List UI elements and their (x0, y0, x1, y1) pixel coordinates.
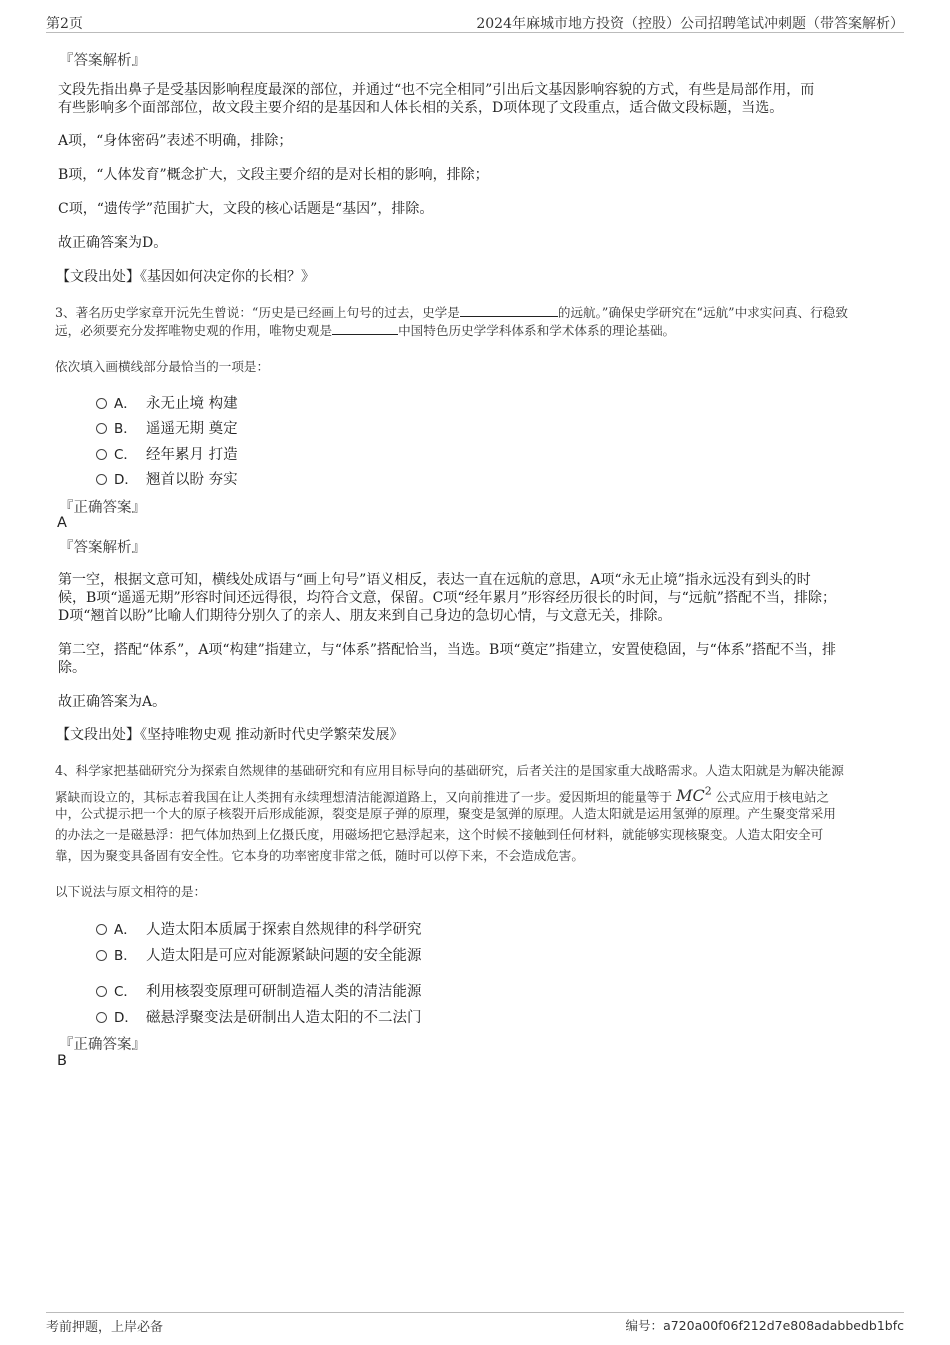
question-4-option-b[interactable]: B． 人造太阳是可应对能源紧缺问题的安全能源 (96, 944, 422, 964)
radio-button[interactable] (96, 986, 107, 997)
question-4-stem-line: 紧缺而设立的，其标志着我国在让人类拥有永续理想清洁能源道路上，又向前推进了一步。爱因斯坦的能量等于 $MC^2$ 公式应用于核电站之 (55, 785, 830, 806)
question-4-stem-line: 的办法之一是磁悬浮：把气体加热到上亿摄氏度，用磁场把它悬浮起来，这个时候不接触到任何材料，就能够实现核聚变。人造太阳安全可 (55, 827, 824, 842)
header-divider (46, 32, 904, 33)
correct-answer-label: 『正确答案』 (59, 500, 146, 516)
analysis-conclusion: 故正确答案为D。 (58, 235, 168, 251)
correct-answer-label: 『正确答案』 (59, 1037, 146, 1053)
analysis-paragraph-line: 第一空，根据文意可知，横线处成语与“画上句号”语义相反，表达一直在远航的意思，A项“永无止境”指永远没有到头的时 (58, 572, 811, 588)
analysis-paragraph-line: D项“翘首以盼”比喻人们期待分别久了的亲人、朋友来到自己身边的急切心情，与文意无关，排除。 (58, 608, 672, 624)
radio-button[interactable] (96, 1012, 107, 1023)
footer-divider (46, 1312, 904, 1313)
question-4-prompt: 以下说法与原文相符的是： (55, 884, 207, 899)
source-citation: 【文段出处】《基因如何决定你的长相？》 (56, 269, 315, 285)
blank-line (460, 303, 558, 317)
formula-mc2: $MC^2$ (676, 785, 712, 806)
question-3-option-a[interactable]: A． 永无止境 构建 (96, 392, 238, 412)
question-4-stem-line: 4、科学家把基础研究分为探索自然规律的基础研究和有应用目标导向的基础研究，后者关注的是国家重大战略需求。人造太阳就是为解决能源 (55, 763, 844, 778)
question-3-stem-line: 3、著名历史学家章开沅先生曾说：“历史是已经画上句号的过去，史学是 的远航。”确保史学研究在“远航”中求实问真、行稳致 (55, 305, 848, 320)
analysis-label: 『答案解析』 (59, 540, 146, 556)
question-3-stem-line: 远，必须要充分发挥唯物史观的作用，唯物史观是 中国特色历史学学科体系和学术体系的理论基础。 (55, 323, 676, 338)
blank-line (332, 321, 398, 335)
question-3-option-b[interactable]: B． 遥遥无期 奠定 (96, 417, 238, 437)
analysis-option-a: A项，“身体密码”表述不明确，排除； (58, 133, 293, 149)
page-header (46, 13, 904, 31)
analysis-paragraph-line: 有些影响多个面部部位，故文段主要介绍的是基因和人体长相的关系，D项体现了文段重点，适合做文段标题，当选。 (58, 100, 784, 116)
question-4-stem-line: 靠，因为聚变具备固有安全性。它本身的功率密度非常之低，随时可以停下来，不会造成危害。 (55, 848, 584, 863)
analysis-paragraph-line: 第二空，搭配“体系”，A项“构建”指建立，与“体系”搭配恰当，当选。B项“奠定”指建立，安置使稳固，与“体系”搭配不当，排 (58, 642, 836, 658)
radio-button[interactable] (96, 398, 107, 409)
page-number: 第2页 (46, 16, 83, 32)
source-citation: 【文段出处】《坚持唯物史观 推动新时代史学繁荣发展》 (56, 727, 404, 743)
question-4-option-a[interactable]: A． 人造太阳本质属于探索自然规律的科学研究 (96, 918, 422, 938)
analysis-conclusion: 故正确答案为A。 (58, 694, 167, 710)
analysis-label: 『答案解析』 (59, 53, 146, 69)
analysis-paragraph-line: 候，B项“遥遥无期”形容时间还远得很，均符合文意，保留。C项“经年累月”形容经历很长的时间，与“远航”搭配不当，排除； (58, 590, 836, 606)
question-3-option-d[interactable]: D． 翘首以盼 夯实 (96, 468, 238, 488)
correct-answer-value: A (57, 515, 67, 531)
footer-slogan: 考前押题，上岸必备 (46, 1320, 164, 1335)
question-3-prompt: 依次填入画横线部分最恰当的一项是： (55, 359, 270, 374)
question-4-stem-line: 中，公式提示把一个大的原子核裂开后形成能源，裂变是原子弹的原理，聚变是氢弹的原理。人造太阳就是运用氢弹的原理。产生聚变常采用 (55, 806, 836, 821)
analysis-paragraph-line: 文段先指出鼻子是受基因影响程度最深的部位，并通过“也不完全相同”引出后文基因影响容貌的方式，有些是局部作用，而 (58, 82, 815, 98)
analysis-option-c: C项，“遗传学”范围扩大，文段的核心话题是“基因”，排除。 (58, 201, 434, 217)
document-title: 2024年麻城市地方投资（控股）公司招聘笔试冲刺题（带答案解析） (476, 16, 904, 32)
radio-button[interactable] (96, 449, 107, 460)
question-4-option-d[interactable]: D． 磁悬浮聚变法是研制出人造太阳的不二法门 (96, 1006, 422, 1026)
radio-button[interactable] (96, 423, 107, 434)
analysis-paragraph-line: 除。 (58, 660, 86, 676)
page-footer (46, 1316, 904, 1334)
radio-button[interactable] (96, 924, 107, 935)
question-4-option-c[interactable]: C． 利用核裂变原理可研制造福人类的清洁能源 (96, 980, 422, 1000)
radio-button[interactable] (96, 474, 107, 485)
correct-answer-value: B (57, 1053, 67, 1069)
question-3-option-c[interactable]: C． 经年累月 打造 (96, 443, 238, 463)
analysis-option-b: B项，“人体发育”概念扩大，文段主要介绍的是对长相的影响，排除； (58, 167, 489, 183)
radio-button[interactable] (96, 950, 107, 961)
document-code: 编号：a720a00f06f212d7e808adabbedb1bfc (625, 1318, 904, 1333)
